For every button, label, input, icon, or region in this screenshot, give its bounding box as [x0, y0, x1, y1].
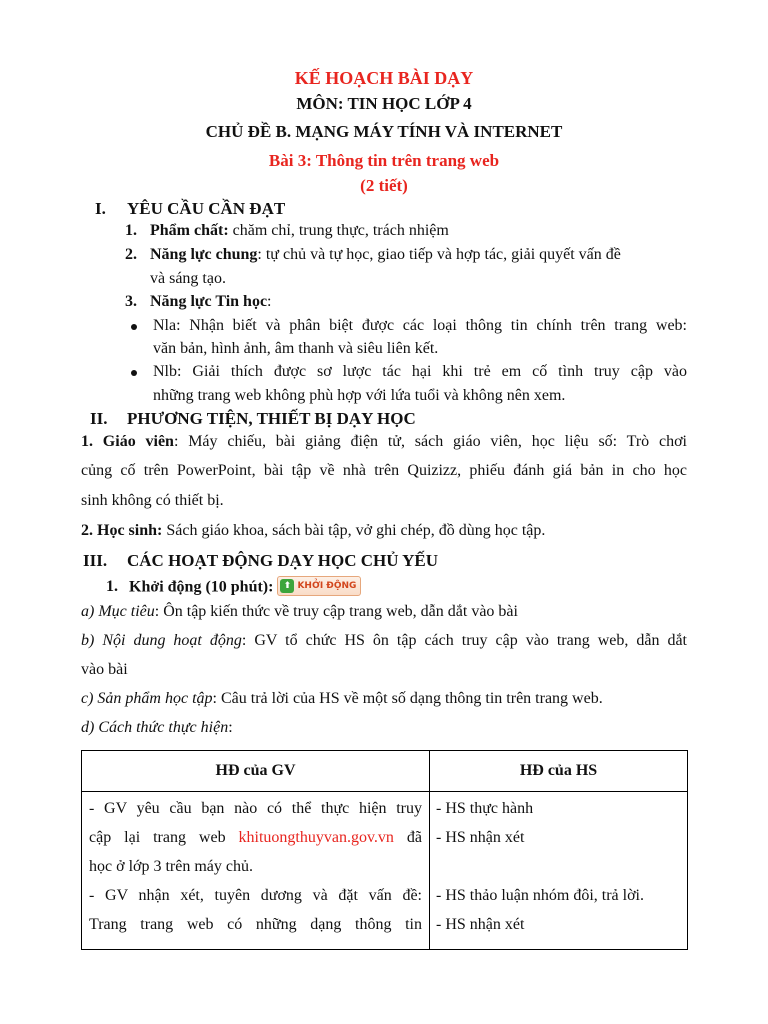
hs-item: - HS thảo luận nhóm đôi, trả lời.: [436, 887, 644, 904]
gv-p2-line1: - GV nhận xét, tuyên dương và đặt vấn đề:: [89, 887, 422, 904]
table-row: [82, 792, 688, 950]
section3-number: III.: [83, 551, 108, 570]
item2-text: Năng lực chung: tự chủ và tự học, giao tiếp và hợp tác, giải quyết vấn đề: [150, 246, 621, 263]
subject-line: MÔN: TIN HỌC LỚP 4: [296, 94, 472, 113]
item3-text: Năng lực Tin học:: [150, 293, 272, 310]
activity-number: 1.: [106, 578, 118, 595]
topic-line: CHỦ ĐỀ B. MẠNG MÁY TÍNH VÀ INTERNET: [205, 122, 563, 141]
activity-table: [81, 750, 688, 950]
section2-title: PHƯƠNG TIỆN, THIẾT BỊ DẠY HỌC: [127, 409, 416, 428]
gv-p2-line2: Trang trang web có những dạng thông tin: [89, 916, 422, 933]
bullet1-text-cont: văn bản, hình ảnh, âm thanh và siêu liên kết.: [153, 340, 439, 357]
section2-number: II.: [90, 409, 108, 428]
khoi-dong-badge: ⬆ KHỞI ĐỘNG: [277, 576, 361, 596]
student-equipment: 2. Học sinh: Sách giáo khoa, sách bài tập, vở ghi chép, đồ dùng học tập.: [81, 522, 546, 539]
hs-cell: [430, 792, 688, 950]
gv-p1-line3: học ở lớp 3 trên máy chủ.: [89, 858, 253, 875]
header-gv: HĐ của GV: [82, 751, 430, 792]
lesson-title: Bài 3: Thông tin trên trang web: [268, 151, 500, 170]
website-link[interactable]: khituongthuyvan.gov.vn: [238, 829, 394, 846]
hs-item: - HS nhận xét: [436, 829, 525, 846]
item3-number: 3.: [125, 293, 137, 310]
teacher-equipment-line3: sinh không có thiết bị.: [81, 492, 224, 509]
hs-item: - HS thực hành: [436, 800, 534, 817]
product-line: c) Sản phẩm học tập: Câu trả lời của HS về một số dạng thông tin trên trang web.: [81, 690, 603, 707]
gv-p1-line2: cập lại trang web khituongthuyvan.gov.vn đã: [89, 829, 422, 846]
item2-number: 2.: [125, 246, 137, 263]
bullet1-text: Nla: Nhận biết và phân biệt được các loại thông tin chính trên trang web:: [153, 317, 687, 334]
item1-text: Phẩm chất: chăm chỉ, trung thực, trách nhiệm: [150, 222, 449, 239]
section1-number: I.: [95, 199, 106, 218]
teacher-equipment-line1: 1. Giáo viên: Máy chiếu, bài giảng điện tử, sách giáo viên, học liệu số: Trò chơi: [81, 433, 687, 450]
teacher-equipment-line2: củng cố trên PowerPoint, bài tập về nhà trên Quizizz, phiếu đánh giá bản in cho học: [81, 462, 687, 479]
activity-heading: Khởi động (10 phút): ⬆ KHỞI ĐỘNG: [129, 578, 361, 598]
gv-p1-line1: - GV yêu cầu bạn nào có thể thực hiện truy: [89, 800, 422, 817]
content-line1: b) Nội dung hoạt động: GV tổ chức HS ôn tập cách truy cập vào trang web, dẫn dắt: [81, 632, 688, 649]
table-header-row: [82, 751, 688, 792]
section1-title: YÊU CẦU CẦN ĐẠT: [127, 199, 286, 218]
lesson-periods: (2 tiết): [360, 176, 408, 195]
hs-item: - HS nhận xét: [436, 916, 525, 933]
gv-cell: [82, 792, 430, 950]
bullet-icon: [131, 324, 137, 330]
item1-number: 1.: [125, 222, 137, 239]
document-title: KẾ HOẠCH BÀI DẠY: [294, 68, 474, 88]
goal-line: a) Mục tiêu: Ôn tập kiến thức về truy cập trang web, dẫn dắt vào bài: [81, 603, 518, 620]
content-line2: vào bài: [81, 661, 128, 678]
method-line: d) Cách thức thực hiện:: [81, 719, 233, 736]
header-hs: HĐ của HS: [430, 751, 688, 792]
bullet2-text: Nlb: Giải thích được sơ lược tác hại khi trẻ em cố tình truy cập vào: [153, 363, 687, 380]
start-icon: ⬆: [280, 579, 294, 593]
bullet2-text-cont: những trang web không phù hợp với lứa tuổi và không nên xem.: [153, 387, 566, 404]
item2-text-cont: và sáng tạo.: [150, 270, 226, 287]
bullet-icon: [131, 370, 137, 376]
section3-title: CÁC HOẠT ĐỘNG DẠY HỌC CHỦ YẾU: [127, 551, 439, 570]
